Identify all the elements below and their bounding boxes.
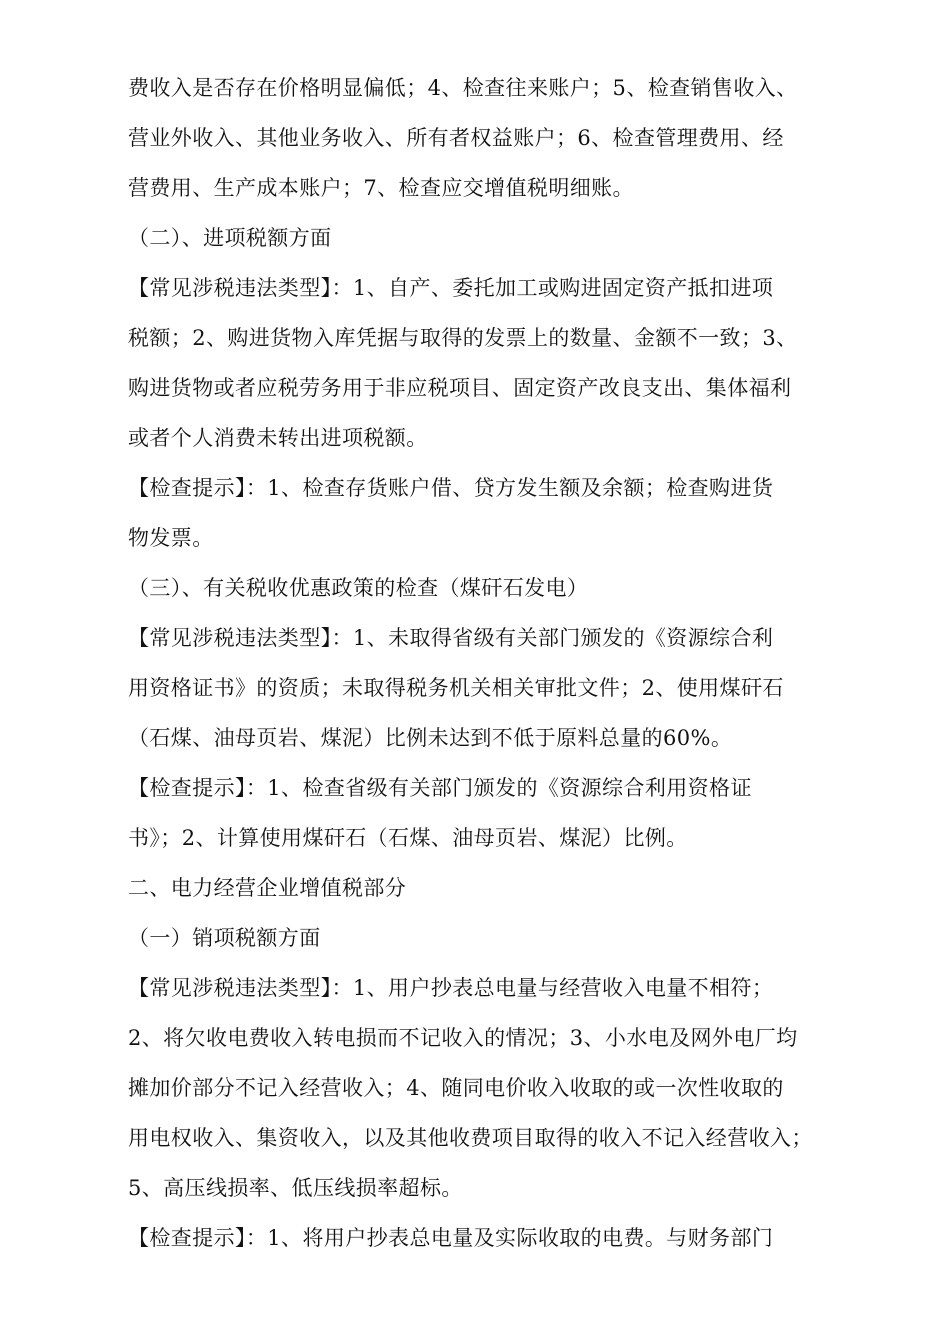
text-line: 【检查提示】：1、将用户抄表总电量及实际收取的电费。与财务部门 (128, 1226, 774, 1250)
text-line: 费收入是否存在价格明显偏低；4、检查往来账户；5、检查销售收入、 (128, 76, 798, 100)
text-line: 物发票。 (128, 526, 214, 550)
text-line: （石煤、油母页岩、煤泥）比例未达到不低于原料总量的60%。 (128, 726, 733, 750)
section-heading: 二、电力经营企业增值税部分 (128, 876, 407, 900)
text-line: 营业外收入、其他业务收入、所有者权益账户；6、检查管理费用、经 (128, 126, 784, 150)
text-line: 5、高压线损率、低压线损率超标。 (128, 1176, 463, 1200)
text-line: 【常见涉税违法类型】：1、自产、委托加工或购进固定资产抵扣进项 (128, 276, 774, 300)
text-line: 【常见涉税违法类型】：1、未取得省级有关部门颁发的《资源综合利 (128, 626, 774, 650)
text-line: 【检查提示】：1、检查省级有关部门颁发的《资源综合利用资格证 (128, 776, 752, 800)
text-line: 税额；2、购进货物入库凭据与取得的发票上的数量、金额不一致；3、 (128, 326, 798, 350)
section-heading: （三）、有关税收优惠政策的检查（煤矸石发电） (128, 576, 589, 600)
text-line: 【常见涉税违法类型】：1、用户抄表总电量与经营收入电量不相符； (128, 976, 774, 1000)
text-line: 营费用、生产成本账户；7、检查应交增值税明细账。 (128, 176, 634, 200)
section-heading: （二）、进项税额方面 (128, 226, 332, 250)
text-line: 摊加价部分不记入经营收入；4、随同电价收入收取的或一次性收取的 (128, 1076, 784, 1100)
text-line: 用电权收入、集资收入，以及其他收费项目取得的收入不记入经营收入； (128, 1126, 813, 1150)
text-line: 【检查提示】：1、检查存货账户借、贷方发生额及余额；检查购进货 (128, 476, 774, 500)
text-line: 或者个人消费未转出进项税额。 (128, 426, 428, 450)
text-line: 用资格证书》的资质；未取得税务机关相关审批文件；2、使用煤矸石 (128, 676, 784, 700)
text-line: 2、将欠收电费收入转电损而不记收入的情况；3、小水电及网外电厂均 (128, 1026, 798, 1050)
text-line: 购进货物或者应税劳务用于非应税项目、固定资产改良支出、集体福利 (128, 376, 792, 400)
section-heading: （一）销项税额方面 (128, 926, 321, 950)
text-line: 书》；2、计算使用煤矸石（石煤、油母页岩、煤泥）比例。 (128, 826, 688, 850)
